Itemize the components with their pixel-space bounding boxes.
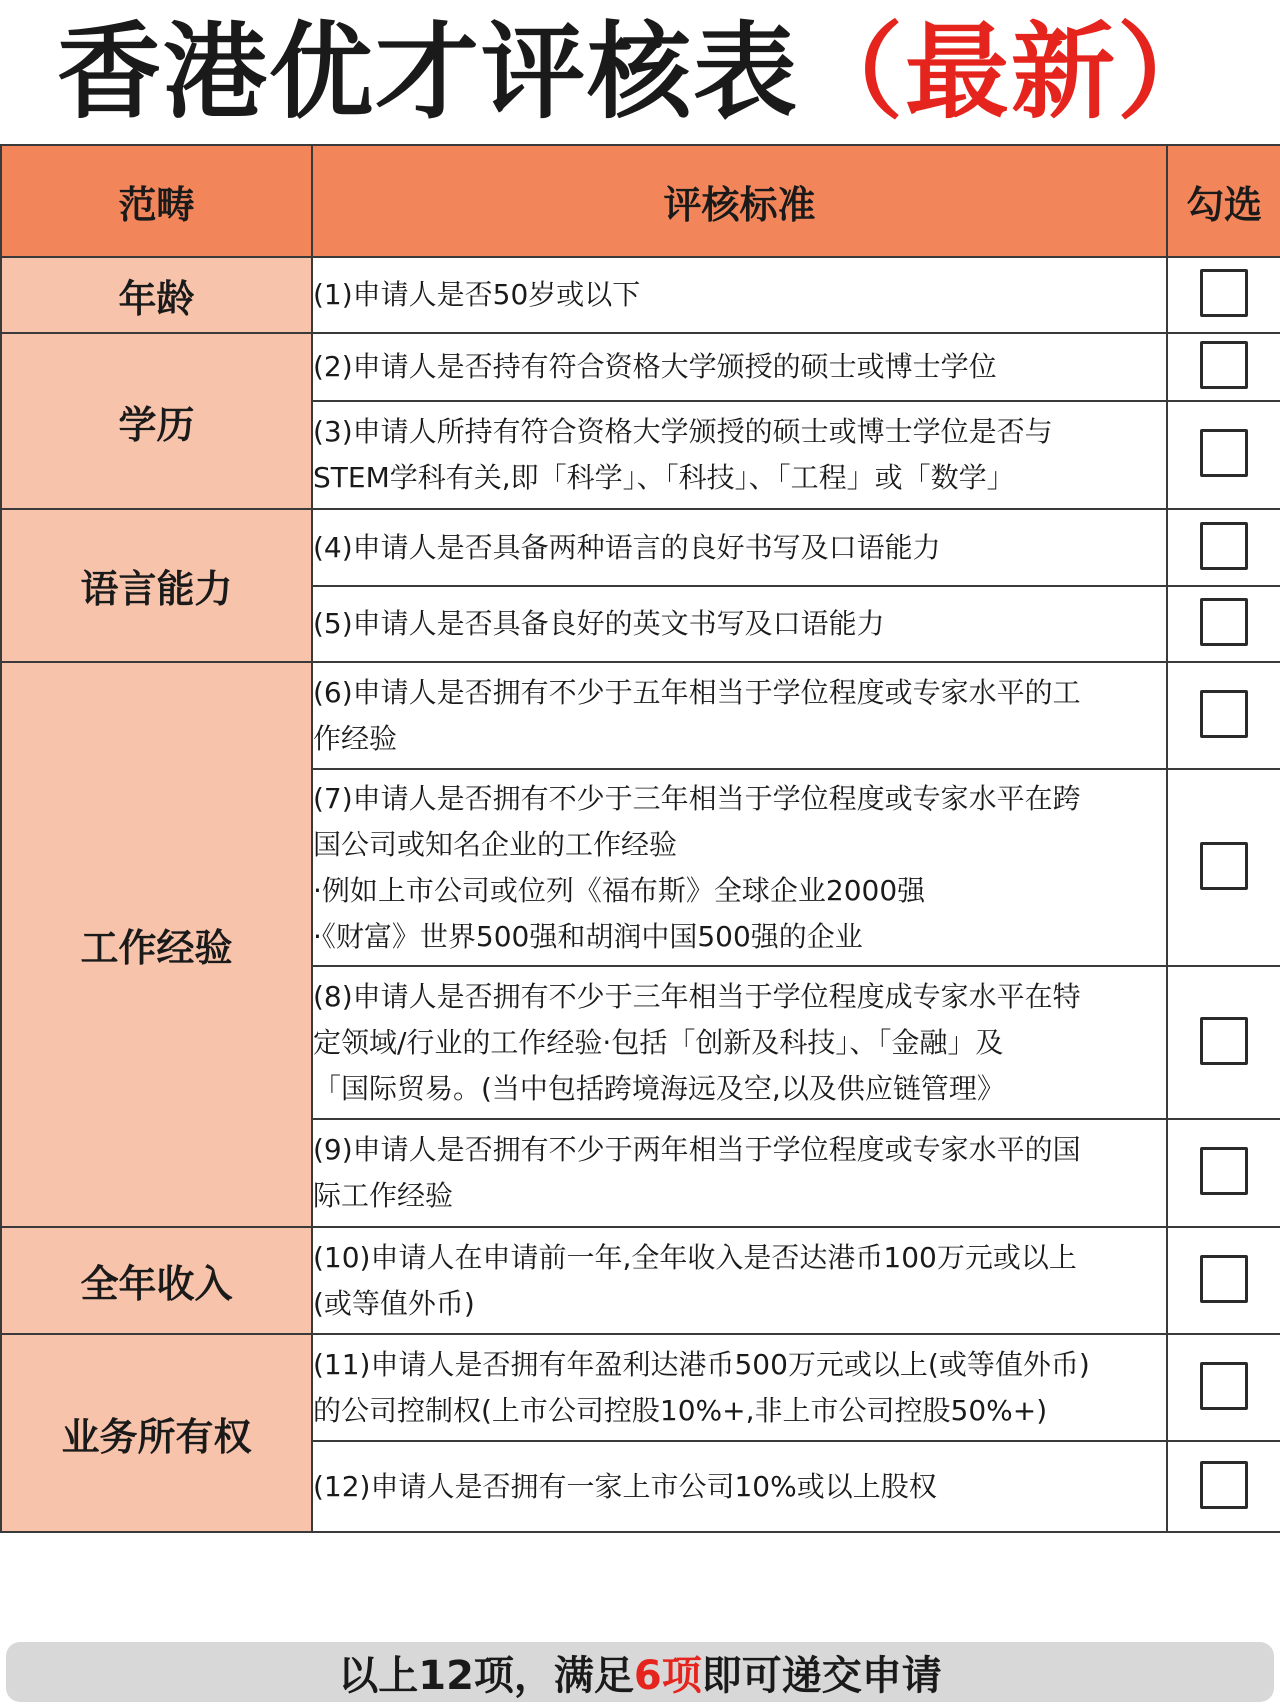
criterion-line: ·例如上市公司或位列《福布斯》全球企业2000强 [313,873,926,907]
category-age: 年龄 [1,257,312,333]
criterion-8 [312,966,1167,1119]
footer-note [6,1642,1274,1702]
criterion-line: (6)申请人是否拥有不少于五年相当于学位程度或专家水平的工 [313,675,1081,709]
checkbox-10[interactable] [1200,1255,1248,1303]
checkbox-1[interactable] [1200,269,1248,317]
table-row [1,662,1280,769]
category-income: 全年收入 [1,1227,312,1334]
criterion-line: 际工作经验 [313,1179,454,1212]
category-ownership: 业务所有权 [1,1334,312,1532]
criterion-line: 定领域/行业的工作经验·包括「创新及科技」、「金融」及 [313,1025,1004,1059]
title-main: 香港优才评核表 [56,11,799,133]
criterion-line: ·《财富》世界500强和胡润中国500强的企业 [313,919,863,953]
criterion-line: STEM学科有关,即「科学」、「科技」、「工程」或「数学」 [313,461,1015,494]
criterion-line: 国公司或知名企业的工作经验 [313,827,678,861]
criterion-line: (3)申请人所持有符合资格大学颁授的硕士或博士学位是否与 [313,415,1053,448]
criterion-line: (1)申请人是否50岁或以下 [313,278,641,311]
checkbox-4[interactable] [1200,522,1248,570]
checkbox-12[interactable] [1200,1461,1248,1509]
criterion-line: (4)申请人是否具备两种语言的良好书写及口语能力 [313,530,941,564]
criterion-line: (9)申请人是否拥有不少于两年相当于学位程度或专家水平的国 [313,1133,1081,1166]
check-cell-9 [1167,1119,1280,1227]
criterion-3 [312,401,1167,509]
assessment-table [0,144,1280,1533]
category-language: 语言能力 [1,509,312,662]
check-cell-6 [1167,662,1280,769]
criterion-line: (5)申请人是否具备良好的英文书写及口语能力 [313,607,885,640]
criterion-4 [312,509,1167,586]
check-cell-2 [1167,333,1280,401]
category-education: 学历 [1,333,312,509]
criterion-line: 「国际贸易。(当中包括跨境海远及空,以及供应链管理》 [313,1071,1005,1105]
criterion-line: (2)申请人是否持有符合资格大学颁授的硕士或博士学位 [313,350,997,383]
criterion-line: (或等值外币) [313,1286,475,1320]
criterion-line: 作经验 [313,721,398,755]
checkbox-11[interactable] [1200,1362,1248,1410]
page-title [0,0,1280,144]
header-criteria: 评核标准 [312,145,1167,257]
criterion-9 [312,1119,1167,1227]
footer-after: 即可递交申请 [701,1652,942,1699]
table-row [1,1227,1280,1334]
criterion-2 [312,333,1167,401]
checkbox-6[interactable] [1200,690,1248,738]
criterion-line: (8)申请人是否拥有不少于三年相当于学位程度成专家水平在特 [313,979,1081,1013]
check-cell-8 [1167,966,1280,1119]
checkbox-7[interactable] [1200,842,1248,890]
check-cell-7 [1167,769,1280,966]
checkbox-9[interactable] [1200,1147,1248,1195]
criterion-12 [312,1441,1167,1532]
criterion-line: (12)申请人是否拥有一家上市公司10%或以上股权 [313,1469,937,1503]
checkbox-3[interactable] [1200,429,1248,477]
criterion-11 [312,1334,1167,1441]
checkbox-5[interactable] [1200,598,1248,646]
check-cell-1 [1167,257,1280,333]
category-work: 工作经验 [1,662,312,1227]
check-cell-12 [1167,1441,1280,1532]
check-cell-11 [1167,1334,1280,1441]
check-cell-5 [1167,586,1280,662]
criterion-line: (10)申请人在申请前一年,全年收入是否达港币100万元或以上 [313,1240,1077,1274]
criterion-line: 的公司控制权(上市公司控股10%+,非上市公司控股50%+) [313,1393,1048,1427]
header-category: 范畴 [1,145,312,257]
table-row [1,257,1280,333]
criterion-10 [312,1227,1167,1334]
criterion-7 [312,769,1167,966]
table-header-row [1,145,1280,257]
footer-before: 以上12项，满足 [338,1652,634,1699]
criterion-5 [312,586,1167,662]
footer-highlight: 6项 [633,1652,702,1699]
criterion-line: (7)申请人是否拥有不少于三年相当于学位程度或专家水平在跨 [313,781,1081,815]
checkbox-2[interactable] [1200,341,1248,389]
table-row [1,333,1280,401]
criterion-6 [312,662,1167,769]
title-accent: （最新） [799,11,1224,133]
criterion-line: (11)申请人是否拥有年盈利达港币500万元或以上(或等值外币) [313,1347,1090,1381]
header-check: 勾选 [1167,145,1280,257]
check-cell-4 [1167,509,1280,586]
check-cell-3 [1167,401,1280,509]
checkbox-8[interactable] [1200,1017,1248,1065]
table-row [1,1334,1280,1441]
criterion-1 [312,257,1167,333]
check-cell-10 [1167,1227,1280,1334]
table-row [1,509,1280,586]
